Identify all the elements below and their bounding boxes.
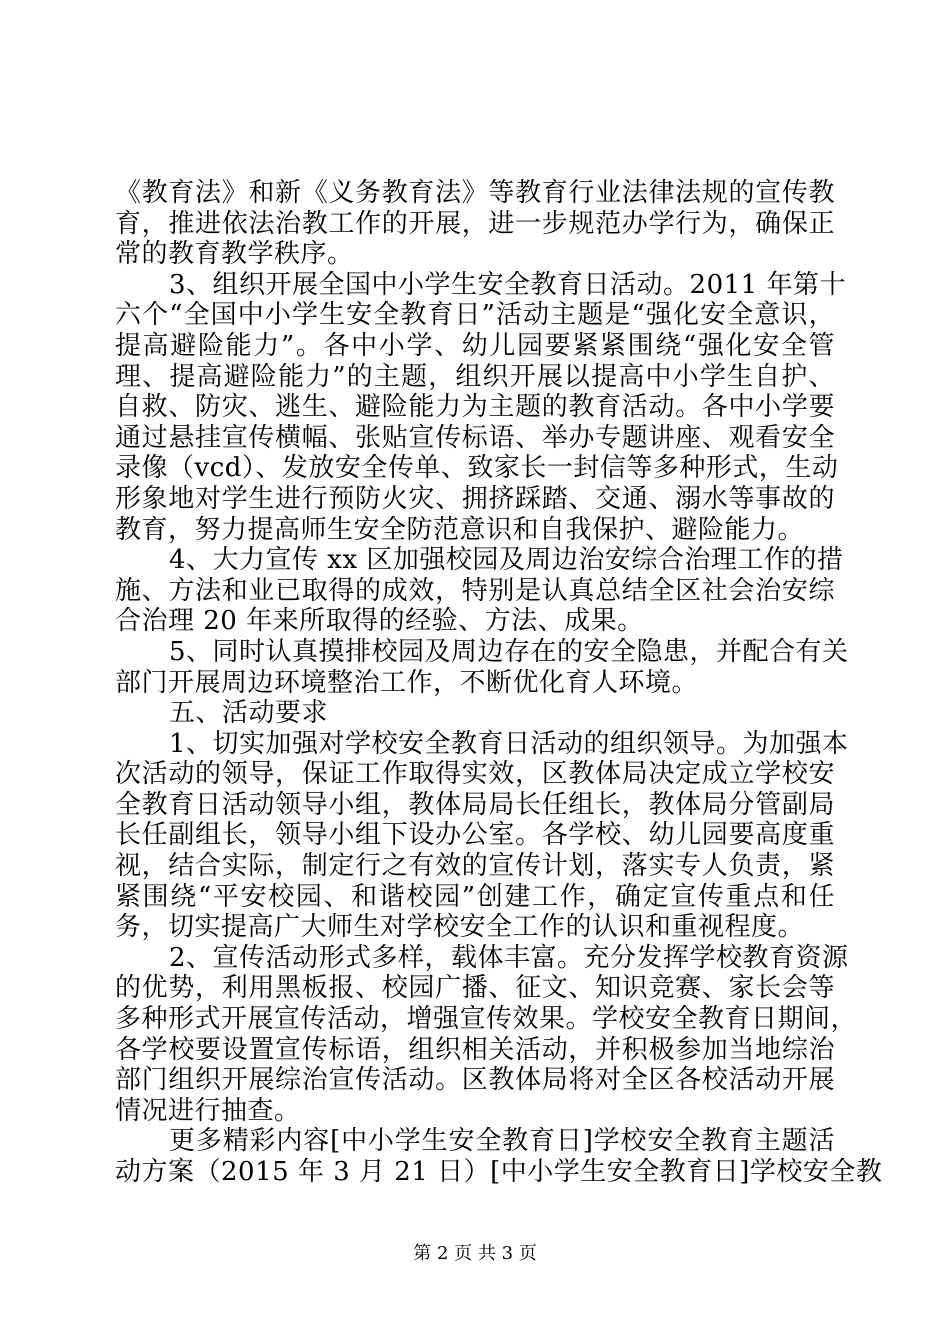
- text-line: 部门开展周边环境整治工作，不断优化育人环境。: [115, 667, 699, 698]
- text-line: 合治理 20 年来所取得的经验、方法、成果。: [115, 606, 644, 637]
- text-line: 视，结合实际，制定行之有效的宣传计划，落实专人负责，紧: [115, 851, 835, 882]
- text-line: 形象地对学生进行预防火灾、拥挤踩踏、交通、溺水等事故的: [115, 483, 835, 514]
- text-line: 自救、防灾、逃生、避险能力为主题的教育活动。各中小学要: [115, 392, 835, 423]
- text-line: 5、同时认真摸排校园及周边存在的安全隐患，并配合有关: [169, 636, 849, 667]
- text-line: 长任副组长，领导小组下设办公室。各学校、幼儿园要高度重: [115, 820, 835, 851]
- text-line: 五、活动要求: [169, 698, 329, 729]
- text-line: 施、方法和业已取得的成效，特别是认真总结全区社会治安综: [115, 575, 835, 606]
- text-line: 务，切实提高广大师生对学校安全工作的认识和重视程度。: [115, 912, 805, 943]
- text-line: 1、切实加强对学校安全教育日活动的组织领导。为加强本: [169, 728, 849, 759]
- text-line: 动方案（2015 年 3 月 21 日）[中小学生安全教育日]学校安全教: [115, 1157, 883, 1187]
- text-line: 3、组织开展全国中小学生安全教育日活动。2011 年第十: [169, 269, 846, 300]
- text-line: 情况进行抽查。: [115, 1095, 301, 1126]
- text-line: 各学校要设置宣传标语，组织相关活动，并积极参加当地综治: [115, 1034, 835, 1065]
- text-line: 多种形式开展宣传活动，增强宣传效果。学校安全教育日期间，: [115, 1004, 858, 1035]
- text-line: 理、提高避险能力”的主题，组织开展以提高中小学生自护、: [115, 361, 835, 392]
- text-line: 常的教育教学秩序。: [115, 239, 354, 270]
- text-line: 通过悬挂宣传横幅、张贴宣传标语、举办专题讲座、观看安全: [115, 422, 835, 453]
- text-line: 4、大力宣传 xx 区加强校园及周边治安综合治理工作的措: [169, 545, 844, 576]
- text-line: 部门组织开展综治宣传活动。区教体局将对全区各校活动开展: [115, 1065, 835, 1096]
- page-footer: 第 2 页 共 3 页: [413, 1243, 537, 1264]
- text-line: 全教育日活动领导小组，教体局局长任组长，教体局分管副局: [115, 789, 835, 820]
- text-line: 的优势，利用黑板报、校园广播、征文、知识竞赛、家长会等: [115, 973, 835, 1004]
- text-line: 紧围绕“平安校园、和谐校园”创建工作，确定宣传重点和任: [115, 881, 835, 912]
- text-line: 育，推进依法治教工作的开展，进一步规范办学行为，确保正: [115, 208, 835, 239]
- text-line: 录像（vcd）、发放安全传单、致家长一封信等多种形式，生动: [115, 453, 839, 484]
- text-line: 《教育法》和新《义务教育法》等教育行业法律法规的宣传教: [115, 178, 835, 208]
- text-line: 次活动的领导，保证工作取得实效，区教体局决定成立学校安: [115, 759, 835, 790]
- text-line: 2、宣传活动形式多样，载体丰富。充分发挥学校教育资源: [169, 942, 849, 973]
- text-line: 教育，努力提高师生安全防范意识和自我保护、避险能力。: [115, 514, 805, 545]
- text-line: 提高避险能力”。各中小学、幼儿园要紧紧围绕“强化安全管: [115, 330, 835, 361]
- document-body: [115, 178, 883, 1188]
- text-line: 更多精彩内容[中小学生安全教育日]学校安全教育主题活: [169, 1126, 835, 1157]
- text-line: 六个“全国中小学生安全教育日”活动主题是“强化安全意识，: [115, 300, 835, 331]
